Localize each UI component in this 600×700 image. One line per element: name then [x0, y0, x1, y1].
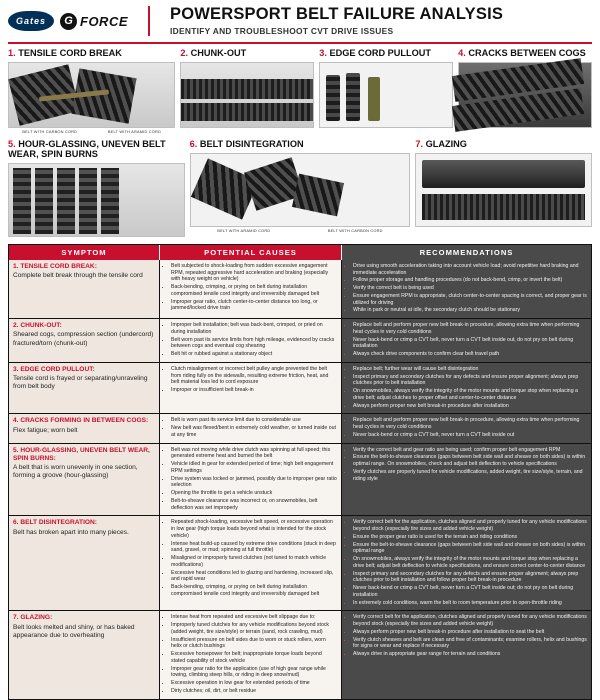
- gallery-item-title: [8, 140, 185, 160]
- gallery-row-2: [8, 140, 592, 237]
- list-item: • Vehicle idled in gear for extended period of time; high belt engagement RPM settings: [171, 461, 337, 475]
- symptom-title: 3. EDGE CORD PULLOUT:: [13, 365, 95, 373]
- list-item: • Improper gear ratio for the application (use of high gear range while towing, climbing steep hills, or riding in deep snow/mud): [171, 666, 337, 680]
- table-row: [9, 610, 591, 698]
- gallery-item-label: CHUNK-OUT: [190, 48, 247, 58]
- cell-recommendations: [341, 611, 591, 698]
- list-item: • Insufficient pressure on belt sides due to worn or stuck rollers, worn helix or clutch bushings: [171, 637, 337, 651]
- cell-symptom: [9, 363, 159, 414]
- list-item: • Always perform proper new belt break-in procedure after installation: [353, 403, 587, 410]
- list-item: • Improperly tuned clutches for any vehicle modifications beyond stock (added weight, tire size/style) or terrain (sand, rock crawling, mud): [171, 622, 337, 636]
- page-title: POWERSPORT BELT FAILURE ANALYSIS: [170, 5, 504, 24]
- list-item: • Misaligned or improperly tuned clutches (not tuned to match vehicle modifications): [171, 555, 337, 569]
- cell-recommendations-list: [346, 263, 587, 314]
- symptom-description: Belt has broken apart into many pieces.: [13, 528, 129, 536]
- cell-causes-list: [164, 417, 337, 438]
- cell-recommendations-list: [346, 366, 587, 410]
- list-item: • Verify the correct belt is being used: [353, 285, 587, 292]
- gallery-item-number: 2.: [180, 48, 189, 58]
- list-item: • Follow proper storage and handling procedures (do not back-bend, crimp, or invert the belt): [353, 277, 587, 284]
- photo-caption: BELT WITH CARBON CORD: [327, 227, 383, 233]
- list-item: • New belt was flexed/bent in extremely cold weather, or turned inside out at any time: [171, 425, 337, 439]
- cell-causes-list: [164, 519, 337, 597]
- list-item: • Replace belt; further wear will cause belt disintegration: [353, 366, 587, 373]
- symptom-title: 2. CHUNK-OUT:: [13, 322, 62, 330]
- list-item: • Improper belt installation; belt was back-bent, crimped, or pried on during installation: [171, 322, 337, 336]
- list-item: • Ensure the proper gear ratio is used for the terrain and riding conditions: [353, 534, 587, 541]
- gallery-item-hour-glassing: [8, 140, 185, 237]
- list-item: • Repeated shock-loading, excessive belt speed, or excessive operation in low gear (high torque loads beyond what is intended for the stock vehicle): [171, 519, 337, 539]
- list-item: • Replace belt and perform proper new belt break-in procedure, allowing extra time when performing heat cycles in very cold conditions: [353, 417, 587, 431]
- cell-recommendations-list: [346, 447, 587, 483]
- gates-logo: Gates: [8, 11, 54, 31]
- cell-causes: [159, 444, 341, 516]
- list-item: • Inspect primary and secondary clutches for any defects and ensure proper alignment; always prep clutches prior to belt installation and follow proper belt break-in procedure: [353, 571, 587, 585]
- symptom-description: Tensile cord is frayed or separating/unraveling from belt body: [13, 375, 148, 391]
- gallery-item-tensile-cord-break: [8, 49, 175, 134]
- photo-captions: [190, 227, 411, 233]
- gallery-item-title: [319, 49, 453, 59]
- photo-gallery: [8, 44, 592, 237]
- cell-causes: [159, 611, 341, 698]
- gallery-item-title: [8, 49, 175, 59]
- cell-symptom: [9, 260, 159, 318]
- table-row: [9, 443, 591, 516]
- list-item: • Belt hit or rubbed against a stationary object: [171, 351, 337, 358]
- gallery-item-number: 6.: [189, 138, 198, 149]
- list-item: • While in park or neutral at idle, the secondary clutch should be stationary: [353, 307, 587, 314]
- cell-causes-list: [164, 447, 337, 512]
- gallery-item-title: [190, 140, 411, 150]
- cell-recommendations-list: [346, 519, 587, 606]
- list-item: • Ensure the belt-to-sheave clearance (gaps between belt side wall and sheave on both sides) is within optimal range: [353, 542, 587, 556]
- photo-belt-disintegration: [190, 153, 411, 227]
- cell-recommendations: [341, 444, 591, 516]
- symptom-title: 7. GLAZING:: [13, 614, 53, 622]
- cell-recommendations: [341, 414, 591, 442]
- photo-cracks-between-cogs: [458, 62, 592, 128]
- gallery-item-number: 5.: [8, 138, 16, 149]
- list-item: • Belt-to-sheave clearance was incorrect or, on snowmobiles, belt deflection was set improperly: [171, 498, 337, 512]
- list-item: • Ensure the belt-to-sheave clearance (gaps between belt side wall and sheave on both sides) is within optimal range. On snowmobiles, check and adjust belt deflection to vehicle specifications: [353, 454, 587, 468]
- list-item: • On snowmobiles, always verify the integrity of the motor mounts and torque stop when replacing a drive belt; adjust clutches to proper offset and center-to-center distance: [353, 388, 587, 402]
- list-item: • Verify correct belt for the application, clutches aligned and properly tuned for any vehicle modifications beyond stock (especially tire sizes and added vehicle weight): [353, 614, 587, 628]
- cell-causes: [159, 319, 341, 362]
- symptom-description: Sheared cogs, compression section (undercord) fractured/torn (chunk-out): [13, 331, 154, 347]
- gallery-item-edge-cord-pullout: [319, 49, 453, 134]
- gallery-row-1: [8, 49, 592, 134]
- cell-symptom: [9, 414, 159, 442]
- list-item: • Inspect primary and secondary clutches for any defects and ensure proper alignment; always prep clutches prior to belt installation: [353, 374, 587, 388]
- cell-recommendations: [341, 363, 591, 414]
- list-item: • Belt is worn past its service limit due to considerable use: [171, 417, 337, 424]
- gallery-item-number: 3.: [319, 48, 327, 58]
- list-item: • Excessive horsepower for belt; inappropriate torque loads beyond stated capability of stock vehicle: [171, 651, 337, 665]
- list-item: • Always drive in appropriate gear range for terrain and conditions: [353, 651, 587, 658]
- list-item: • Verify clutch sheaves and belt are clean and free of contaminants; examine rollers, helix and bushings for signs or wear and replace if necessary: [353, 637, 587, 651]
- column-header-recommendations: RECOMMENDATIONS: [341, 245, 591, 260]
- gallery-item-label: BELT DISINTEGRATION: [199, 138, 304, 149]
- list-item: • Belt worn past its service limits from high mileage, evidenced by cracks between cogs and eventual cog shearing: [171, 337, 337, 351]
- symptom-description: A belt that is worn unevenly in one section, forming a groove (hour-glassing): [13, 464, 138, 480]
- cell-recommendations-list: [346, 322, 587, 358]
- cell-causes-list: [164, 322, 337, 358]
- header-titles: [160, 6, 592, 35]
- cell-symptom: [9, 516, 159, 610]
- photo-hour-glassing: [8, 163, 185, 237]
- gallery-item-cracks-between-cogs: [458, 49, 592, 134]
- list-item: • Always perform proper new belt break-in procedure after installation to seat the belt: [353, 629, 587, 636]
- cell-symptom: [9, 319, 159, 362]
- list-item: • Back-bending, crimping, or prying on belt during installation compromised tensile cord integrity and irreversibly damaged belt: [171, 284, 337, 298]
- photo-caption: BELT WITH CARBON CORD: [22, 128, 78, 134]
- list-item: • Intense heat from repeated and excessive belt slippage due to:: [171, 614, 337, 621]
- list-item: • Verify correct belt for the application, clutches aligned and properly tuned for any vehicle modifications beyond stock (especially tire sizes and added vehicle weight): [353, 519, 587, 533]
- gallery-item-number: 4.: [458, 48, 466, 58]
- symptom-title: 5. HOUR-GLASSING, UNEVEN BELT WEAR, SPIN BURNS:: [13, 446, 150, 462]
- list-item: • Improper gear ratio, clutch center-to-center distance too long, or jammed/locked drive train: [171, 299, 337, 313]
- list-item: • Drive using smooth acceleration taking into account vehicle load; avoid repetitive hard braking and immediate acceleration: [353, 263, 587, 277]
- cell-causes: [159, 414, 341, 442]
- symptom-title: 1. TENSILE CORD BREAK:: [13, 262, 97, 270]
- brand-block: [8, 11, 138, 31]
- cell-recommendations: [341, 516, 591, 610]
- gallery-item-title: [180, 49, 314, 59]
- list-item: • Replace belt and perform proper new belt break-in procedure, allowing extra time when performing heat cycles in very cold conditions: [353, 322, 587, 336]
- header-divider: [148, 6, 150, 36]
- list-item: • Improper or insufficient belt break-in: [171, 387, 337, 394]
- page-subtitle: IDENTIFY AND TROUBLESHOOT CVT DRIVE ISSUES: [170, 25, 394, 36]
- list-item: • Always check drive components to confirm clear belt travel path: [353, 351, 587, 358]
- photo-caption: BELT WITH ARAMID CORD: [107, 128, 162, 134]
- table-body: [9, 260, 591, 699]
- gallery-item-number: 1.: [8, 48, 16, 58]
- cell-causes: [159, 363, 341, 414]
- photo-caption: BELT WITH ARAMID CORD: [217, 227, 271, 233]
- cell-causes-list: [164, 614, 337, 694]
- list-item: • Verify the correct belt and gear ratio are being used; confirm proper belt engagement RPM: [353, 447, 587, 454]
- gforce-label: FORCE: [80, 13, 128, 29]
- symptom-title: 4. CRACKS FORMING IN BETWEEN COGS:: [13, 417, 149, 425]
- cell-symptom: [9, 444, 159, 516]
- cell-causes-list: [164, 366, 337, 394]
- list-item: • In extremely cold conditions, warm the belt to room temperature prior to open-throttle riding: [353, 600, 587, 607]
- list-item: • Dirty clutches; oil, dirt, or belt residue: [171, 688, 337, 695]
- cell-symptom: [9, 611, 159, 698]
- table-row: [9, 515, 591, 610]
- gallery-item-label: HOUR-GLASSING, UNEVEN BELT WEAR, SPIN BURNS: [8, 138, 166, 159]
- list-item: • Opening the throttle to get a vehicle unstuck: [171, 490, 337, 497]
- gallery-item-chunk-out: [180, 49, 314, 134]
- gallery-item-number: 7.: [415, 138, 424, 149]
- list-item: • Ensure engagement RPM is appropriate, clutch center-to-center spacing is correct, and proper gear is utilized for driving: [353, 293, 587, 307]
- table-row: [9, 413, 591, 442]
- photo-glazing: [415, 153, 592, 227]
- table-row: [9, 318, 591, 362]
- photo-chunk-out: [180, 62, 314, 128]
- symptom-description: Belt looks melted and shiny, or has baked appearance due to overheating: [13, 623, 135, 639]
- cell-recommendations: [341, 319, 591, 362]
- gallery-item-label: GLAZING: [425, 138, 467, 149]
- list-item: • Belt subjected to shock-loading from sudden excessive engagement RPM, repeated aggressive hard acceleration and braking (especially with heavy weight on vehicle): [171, 263, 337, 283]
- cell-causes: [159, 260, 341, 318]
- gallery-item-title: [415, 140, 592, 150]
- gallery-item-glazing: [415, 140, 592, 237]
- column-header-causes: POTENTIAL CAUSES: [159, 245, 341, 260]
- photo-edge-cord-pullout: [319, 62, 453, 128]
- photo-tensile-cord-break: [8, 62, 175, 128]
- failure-analysis-table: [8, 244, 592, 700]
- cell-recommendations-list: [346, 417, 587, 438]
- table-row: [9, 260, 591, 318]
- list-item: • Intense heat build-up caused by extreme drive conditions (stuck in deep sand, gravel, or mud; spinning at full throttle): [171, 541, 337, 555]
- column-header-symptom: SYMPTOM: [61, 247, 107, 257]
- photo-captions: [8, 128, 175, 134]
- list-item: • Never back-bend or crimp a CVT belt, never turn a CVT belt inside out; do not pry on belt during installation: [353, 585, 587, 599]
- cell-causes: [159, 516, 341, 610]
- gallery-item-label: EDGE CORD PULLOUT: [329, 48, 432, 58]
- cell-recommendations: [341, 260, 591, 318]
- gforce-badge-icon: G: [60, 13, 77, 30]
- list-item: • Verify clutches are properly tuned for vehicle modifications, added weight, tire size/style, terrain, and riding style: [353, 469, 587, 483]
- list-item: • Drive system was locked or jammed, possibly due to improper gear ratio selection: [171, 476, 337, 490]
- list-item: • Belt was not moving while drive clutch was spinning at full speed; this generated extreme heat and burned the belt: [171, 447, 337, 461]
- list-item: • Back-bending, crimping, or prying on belt during installation compromised tensile cord integrity and irreversibly damaged belt: [171, 584, 337, 598]
- list-item: • Never back-bend or crimp a CVT belt, never turn a CVT belt inside out: [353, 432, 587, 439]
- table-header-row: [9, 245, 591, 260]
- gallery-item-label: CRACKS BETWEEN COGS: [468, 48, 586, 58]
- gallery-item-title: [458, 49, 592, 59]
- symptom-title: 6. BELT DISINTEGRATION:: [13, 519, 98, 527]
- table-row: [9, 362, 591, 414]
- gforce-logo: [60, 13, 128, 30]
- symptom-description: Flex fatigue; worn belt: [13, 426, 78, 434]
- list-item: • On snowmobiles, always verify the integrity of the motor mounts and torque stop when replacing a drive belt; adjust belt deflection to vehicle specifications, and ensure correct center-to-center distance: [353, 556, 587, 570]
- list-item: • Never back-bend or crimp a CVT belt, never turn a CVT belt inside out, do not pry on belt during installation: [353, 337, 587, 351]
- page-header: [8, 6, 592, 44]
- list-item: • Clutch misalignment or incorrect belt pulley angle prevented the belt from riding fully on the sidewalls, resulting extreme friction, heat, and belt material loss led to cord exposure: [171, 366, 337, 386]
- gallery-item-belt-disintegration: [190, 140, 411, 237]
- symptom-description: Complete belt break through the tensile cord: [13, 272, 143, 280]
- list-item: • Excessive operation in low gear for extended periods of time: [171, 680, 337, 687]
- list-item: • Excessive heat conditions led to glazing and hardening, increased slip, and rapid wear: [171, 570, 337, 584]
- cell-recommendations-list: [346, 614, 587, 658]
- cell-causes-list: [164, 263, 337, 312]
- gallery-item-label: TENSILE CORD BREAK: [18, 48, 122, 58]
